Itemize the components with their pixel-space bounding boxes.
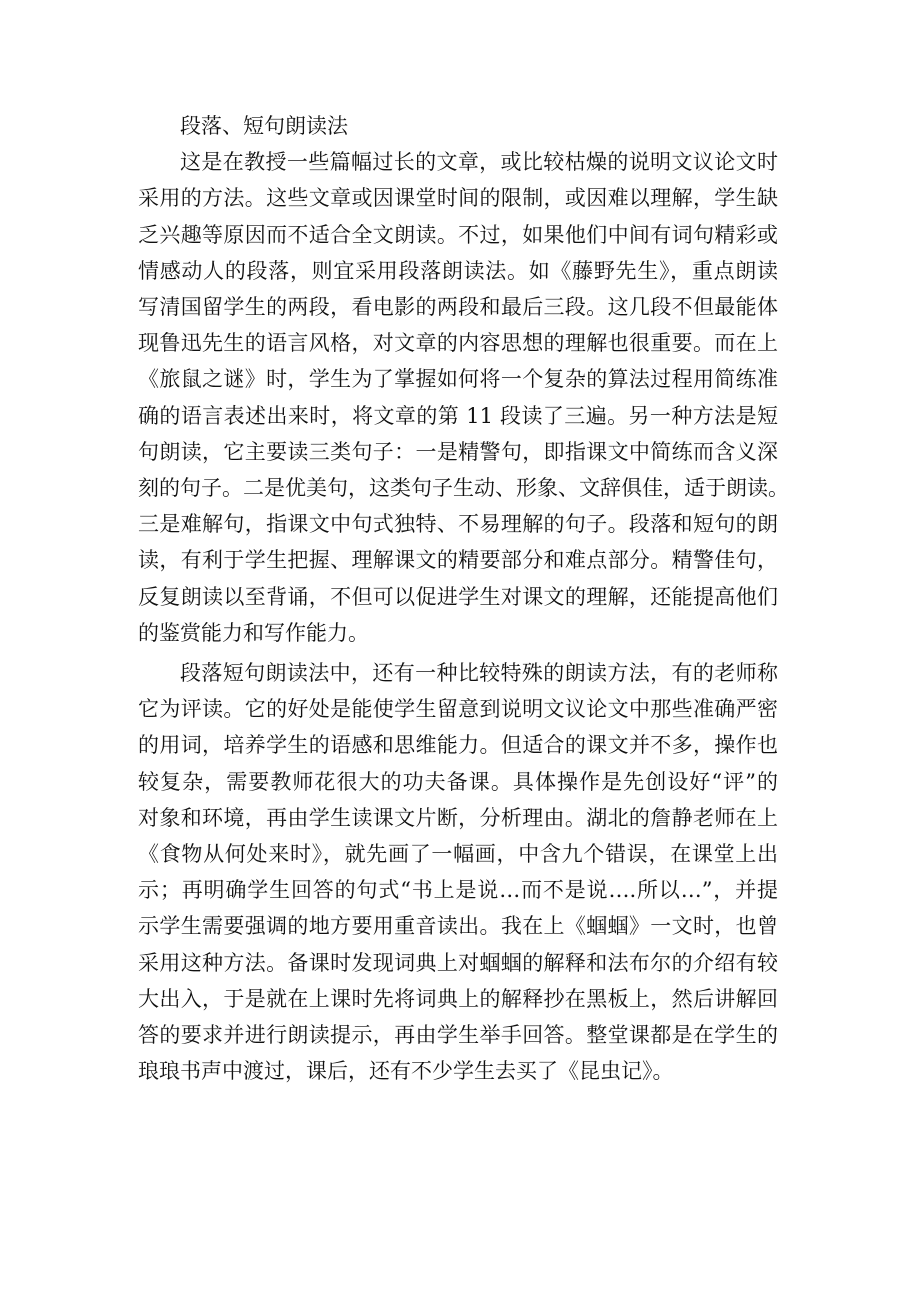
paragraph-line: 反复朗读以至背诵，不但可以促进学生对课文的理解，还能提高他们 <box>138 584 778 609</box>
paragraph-line: 确的语言表述出来时，将文章的第 11 段读了三遍。另一种方法是短 <box>138 403 778 428</box>
paragraph-line: 刻的句子。二是优美句，这类句子生动、形象、文辞俱佳，适于朗读。 <box>138 476 789 501</box>
paragraph-line: 的用词，培养学生的语感和思维能力。但适合的课文并不多，操作也 <box>138 733 778 758</box>
paragraph-line: 较复杂，需要教师花很大的功夫备课。具体操作是先创设好“评”的 <box>138 769 778 794</box>
paragraph-line: 采用这种方法。备课时发现词典上对蝈蝈的解释和法布尔的介绍有较 <box>138 950 778 975</box>
section-title: 段落、短句朗读法 <box>180 114 348 138</box>
document-body <box>138 108 789 1089</box>
paragraph-line: 大出入，于是就在上课时先将词典上的解释抄在黑板上，然后讲解回 <box>138 986 778 1011</box>
paragraph-line: 示；再明确学生回答的句式“书上是说…而不是说….所以…”，并提 <box>138 878 778 903</box>
paragraph-line: 乏兴趣等原因而不适合全文朗读。不过，如果他们中间有词句精彩或 <box>138 222 778 247</box>
paragraph-line: 琅琅书声中渡过，课后，还有不少学生去买了《昆虫记》。 <box>138 1059 674 1084</box>
paragraph-line: 《食物从何处来时》，就先画了一幅画，中含九个错误，在课堂上出 <box>138 842 778 867</box>
paragraph-line: 采用的方法。这些文章或因课堂时间的限制，或因难以理解，学生缺 <box>138 186 778 211</box>
paragraph-1 <box>138 144 789 651</box>
paragraph-line: 情感动人的段落，则宜采用段落朗读法。如《藤野先生》，重点朗读 <box>138 258 778 283</box>
paragraph-2 <box>138 655 778 1089</box>
paragraph-line: 这是在教授一些篇幅过长的文章，或比较枯燥的说明文议论文时 <box>180 150 778 175</box>
paragraph-line: 句朗读，它主要读三类句子：一是精警句，即指课文中简练而含义深 <box>138 439 778 464</box>
paragraph-line: 段落短句朗读法中，还有一种比较特殊的朗读方法，有的老师称 <box>180 661 778 686</box>
paragraph-line: 《旅鼠之谜》时，学生为了掌握如何将一个复杂的算法过程用简练准 <box>138 367 778 392</box>
paragraph-line: 示学生需要强调的地方要用重音读出。我在上《蝈蝈》一文时，也曾 <box>138 914 778 939</box>
paragraph-line: 写清国留学生的两段，看电影的两段和最后三段。这几段不但最能体 <box>138 295 778 320</box>
paragraph-line: 现鲁迅先生的语言风格，对文章的内容思想的理解也很重要。而在上 <box>138 331 778 356</box>
paragraph-line: 读，有利于学生把握、理解课文的精要部分和难点部分。精警佳句， <box>138 548 778 573</box>
paragraph-line: 的鉴赏能力和写作能力。 <box>138 620 369 645</box>
paragraph-line: 对象和环境，再由学生读课文片断，分析理由。湖北的詹静老师在上 <box>138 805 778 830</box>
paragraph-line: 三是难解句，指课文中句式独特、不易理解的句子。段落和短句的朗 <box>138 512 778 537</box>
paragraph-line: 答的要求并进行朗读提示，再由学生举手回答。整堂课都是在学生的 <box>138 1023 778 1048</box>
paragraph-line: 它为评读。它的好处是能使学生留意到说明文议论文中那些准确严密 <box>138 697 778 722</box>
